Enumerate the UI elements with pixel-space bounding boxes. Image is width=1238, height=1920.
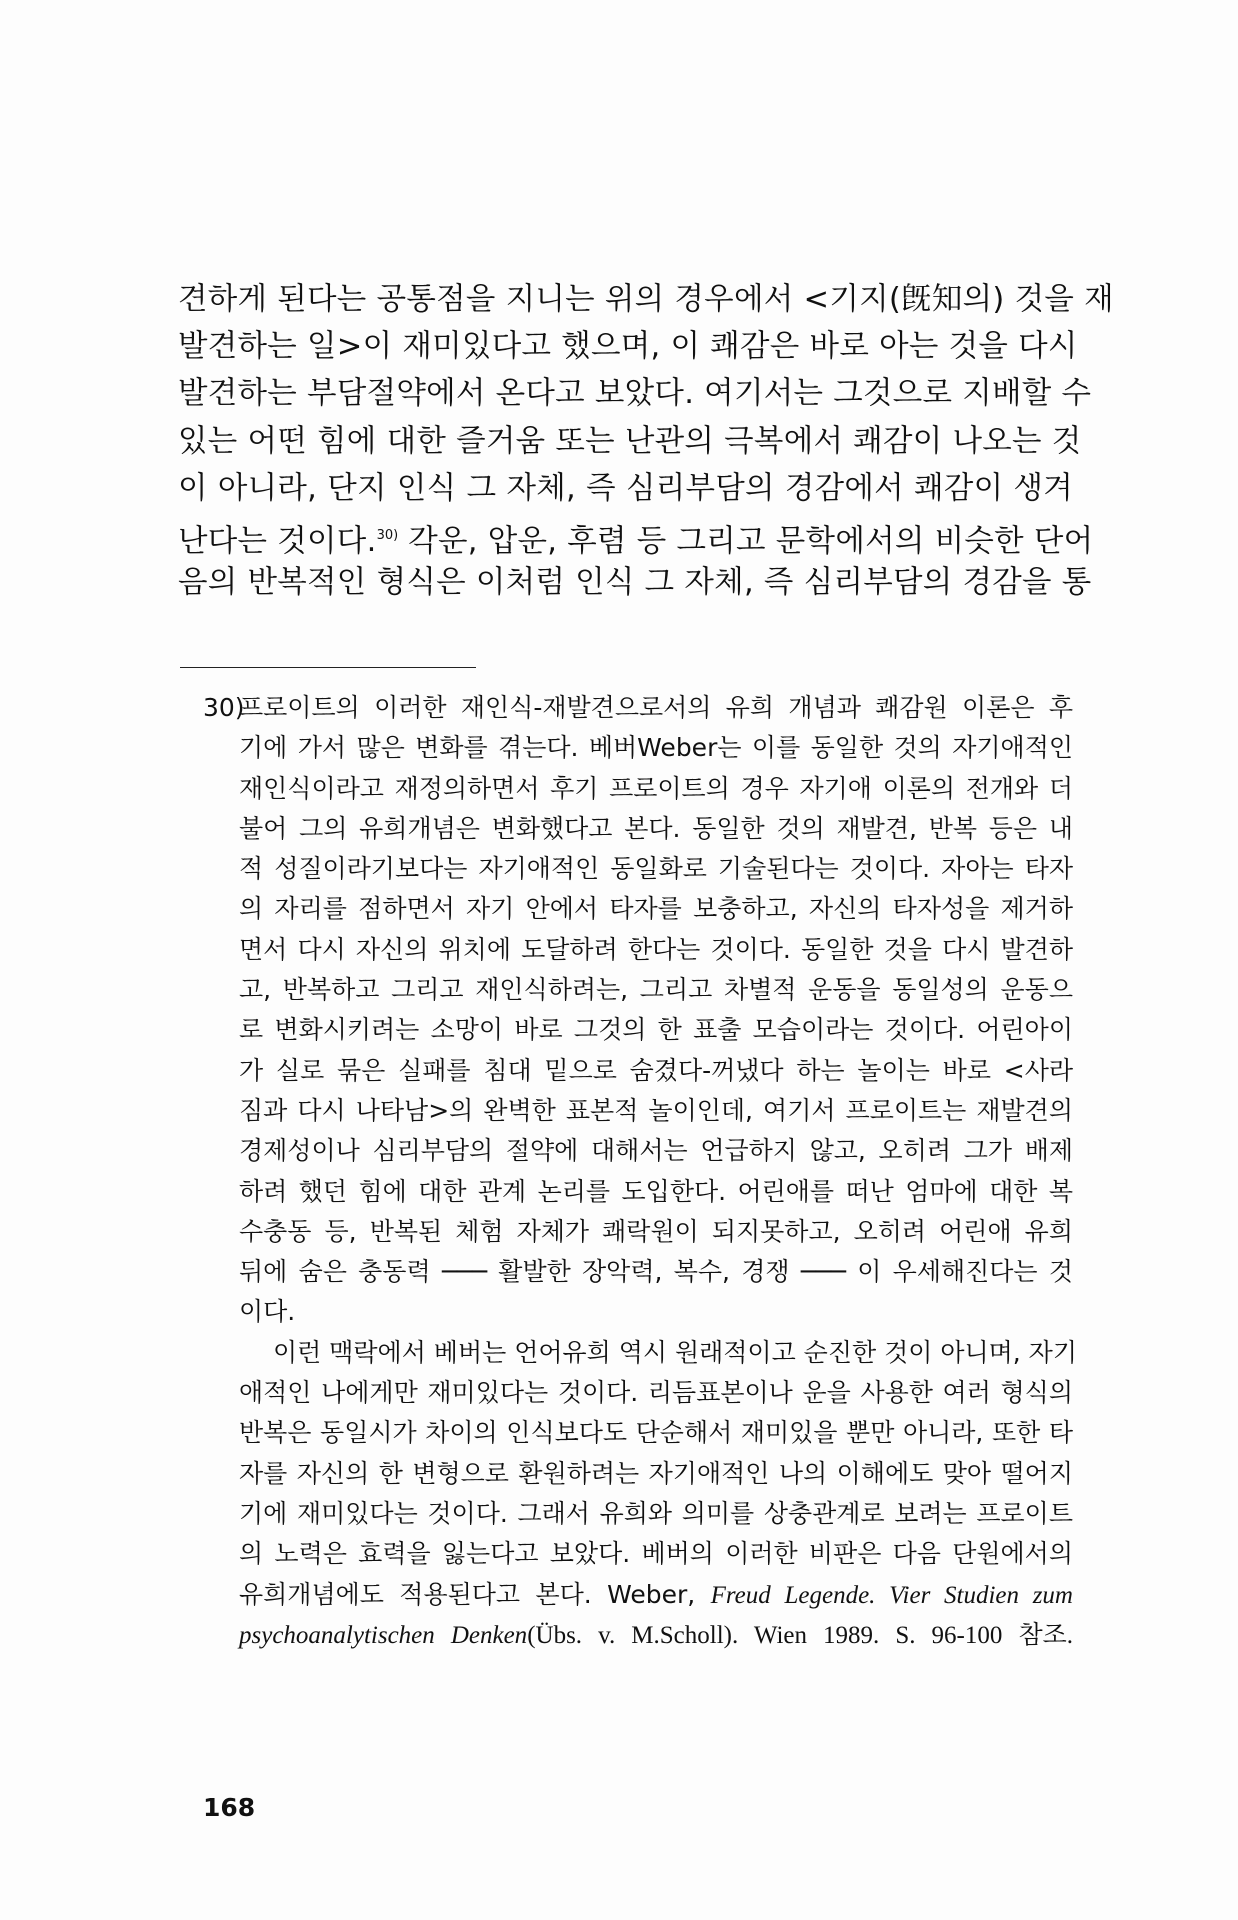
body-line-4: 있는 어떤 힘에 대한 즐거움 또는 난관의 극복에서 쾌감이 나오는 것 <box>178 423 1082 459</box>
footnote-paragraph-2-line: 기에 재미있다는 것이다. 그래서 유희와 의미를 상충관계로 보려는 프로이트 <box>239 1498 1073 1528</box>
footnote-line: 면서 다시 자신의 위치에 도달하려 한다는 것이다. 동일한 것을 다시 발견하 <box>239 934 1073 964</box>
body-line-5: 이 아니라, 단지 인식 그 자체, 즉 심리부담의 경감에서 쾌감이 생겨 <box>178 470 1073 506</box>
footnote-line: 불어 그의 유희개념은 변화했다고 본다. 동일한 것의 재발견, 반복 등은 내 <box>239 813 1073 843</box>
footnote-first-line-text: 프로이트의 이러한 재인식-재발견으로서의 유희 개념과 쾌감원 이론은 후 <box>239 693 1073 722</box>
footnote-line: 뒤에 숨은 충동력 ─── 활발한 장악력, 복수, 경쟁 ─── 이 우세해진다는 것 <box>239 1257 1073 1287</box>
citation-title-part-1: Freud Legende. Vier Studien zum <box>710 1581 1073 1609</box>
footnote-line-1 <box>203 688 1073 728</box>
body-line-7: 음의 반복적인 형식은 이처럼 인식 그 자체, 즉 심리부담의 경감을 통 <box>178 565 1092 601</box>
citation-title-part-2: psychoanalytischen Denken <box>239 1621 528 1649</box>
footnote-line: 경제성이나 심리부담의 절약에 대해서는 언급하지 않고, 오히려 그가 배제 <box>239 1136 1073 1166</box>
main-body-text <box>178 276 1114 606</box>
footnote-paragraph-2-line: 의 노력은 효력을 잃는다고 보았다. 베버의 이러한 비판은 다음 단원에서의 <box>239 1539 1073 1569</box>
citation-prefix: 유희개념에도 적용된다고 본다. Weber, <box>239 1579 711 1609</box>
footnote-citation-line-2 <box>239 1615 1073 1655</box>
footnote-paragraph-2-line: 반복은 동일시가 차이의 인식보다도 단순해서 재미있을 뿐만 아니라, 또한 타 <box>239 1418 1073 1448</box>
body-line-2: 발견하는 일>이 재미있다고 했으며, 이 쾌감은 바로 아는 것을 다시 <box>178 329 1078 365</box>
footnote-paragraph-1-end: 이다. <box>239 1297 296 1327</box>
footnote-line: 짐과 다시 나타남>의 완벽한 표본적 놀이인데, 여기서 프로이트는 재발견의 <box>239 1095 1073 1125</box>
footnote-paragraph-2-line: 이런 맥락에서 베버는 언어유희 역시 원래적이고 순진한 것이 아니며, 자기 <box>273 1337 1077 1367</box>
footnote-line: 의 자리를 점하면서 자기 안에서 타자를 보충하고, 자신의 타자성을 제거하 <box>239 894 1073 924</box>
footnote-number: 30) <box>203 693 245 722</box>
footnote-paragraph-2-line: 자를 자신의 한 변형으로 환원하려는 자기애적인 나의 이해에도 맞아 떨어지 <box>239 1458 1073 1488</box>
footnote-line: 고, 반복하고 그리고 재인식하려는, 그리고 차별적 운동을 동일성의 운동으 <box>239 975 1073 1005</box>
footnote-line: 가 실로 묶은 실패를 침대 밑으로 숨겼다-꺼냈다 하는 놀이는 바로 <사라 <box>239 1055 1073 1085</box>
footnote-line: 기에 가서 많은 변화를 겪는다. 베버Weber는 이를 동일한 것의 자기애적인 <box>239 733 1073 763</box>
footnote-reference-marker: 30) <box>376 527 399 543</box>
footnote-30 <box>203 688 1077 1655</box>
body-line-1: 견하게 된다는 공통점을 지니는 위의 경우에서 <기지(旣知의) 것을 재 <box>178 282 1114 317</box>
body-line-6-start: 난다는 것이다. <box>178 523 377 559</box>
footnote-line: 하려 했던 힘에 대한 관계 논리를 도입한다. 어린애를 떠난 엄마에 대한 복 <box>239 1176 1073 1206</box>
body-line-6 <box>178 512 1094 559</box>
footnote-paragraph-2-line: 애적인 나에게만 재미있다는 것이다. 리듬표본이나 운을 사용한 여러 형식의 <box>239 1378 1073 1408</box>
citation-suffix: (Übs. v. M.Scholl). Wien 1989. S. 96-100 참조. <box>527 1621 1073 1649</box>
body-line-3: 발견하는 부담절약에서 온다고 보았다. 여기서는 그것으로 지배할 수 <box>178 376 1092 412</box>
footnote-separator-rule <box>180 667 476 668</box>
footnote-line: 재인식이라고 재정의하면서 후기 프로이트의 경우 자기애 이론의 전개와 더 <box>239 773 1073 803</box>
body-line-6-end: 각운, 압운, 후렴 등 그리고 문학에서의 비슷한 단어 <box>398 523 1094 559</box>
footnote-citation-line-1 <box>239 1575 1073 1615</box>
page-number: 168 <box>203 1793 256 1822</box>
footnote-line: 로 변화시키려는 소망이 바로 그것의 한 표출 모습이라는 것이다. 어린아이 <box>239 1015 1073 1045</box>
footnote-line: 수충동 등, 반복된 체험 자체가 쾌락원이 되지못하고, 오히려 어린애 유희 <box>239 1216 1073 1246</box>
footnote-line: 적 성질이라기보다는 자기애적인 동일화로 기술된다는 것이다. 자아는 타자 <box>239 854 1073 884</box>
